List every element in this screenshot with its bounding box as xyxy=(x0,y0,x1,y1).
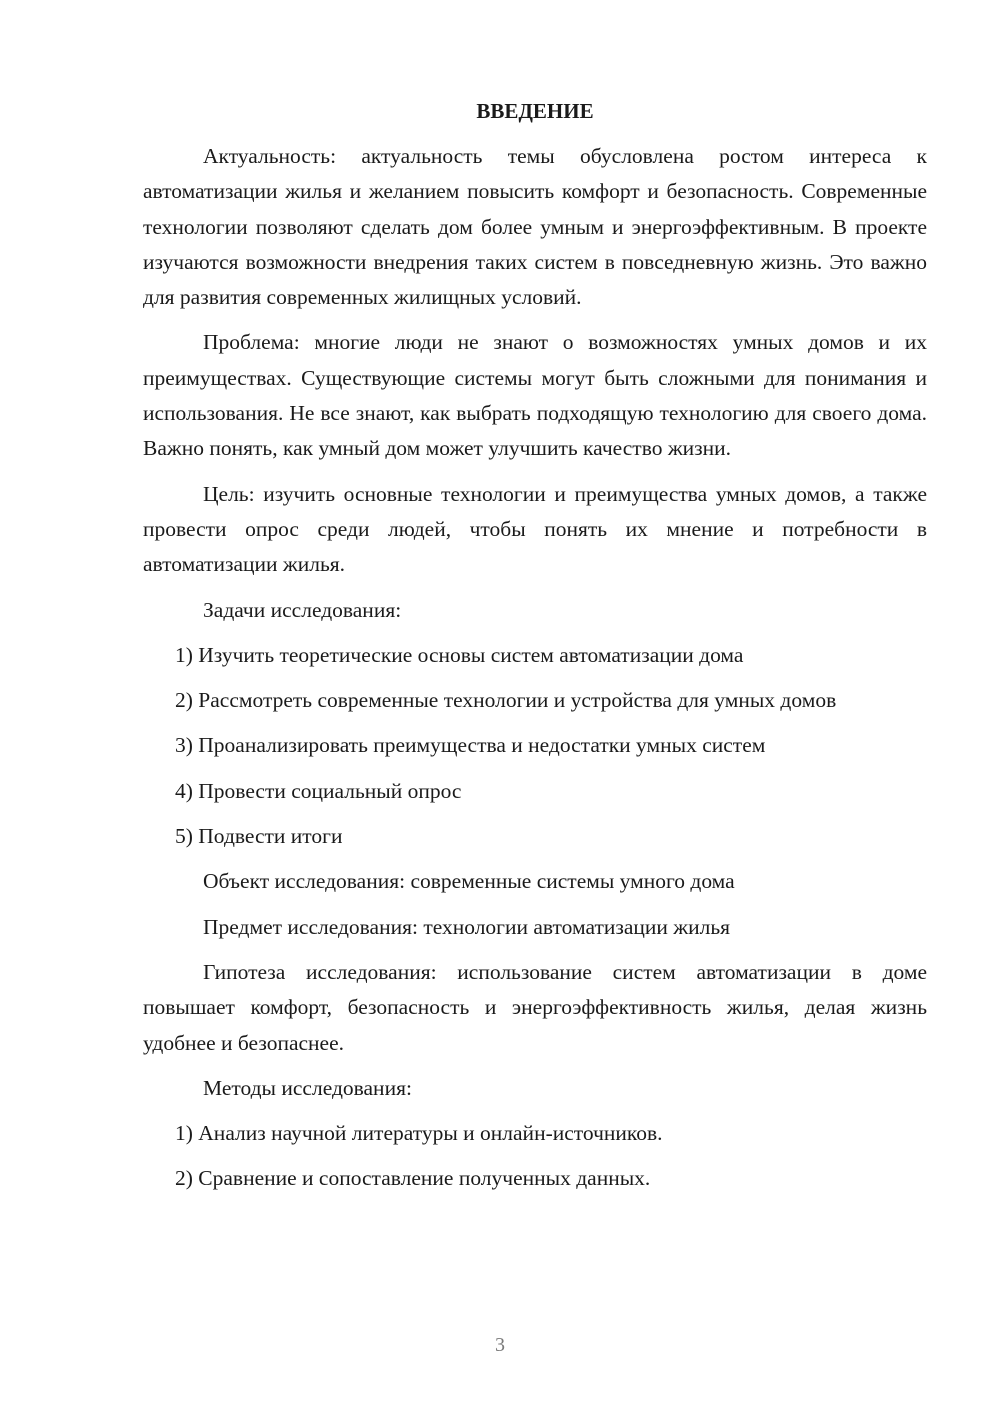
section-heading: ВВЕДЕНИЕ xyxy=(476,99,594,123)
hypothesis-paragraph: Гипотеза исследования: использование систем автоматизации в доме повышает комфорт, безопасность и энергоэффективность жилья, делая жизнь удобнее и безопаснее. xyxy=(143,959,927,1055)
research-subject: Предмет исследования: технологии автоматизации жилья xyxy=(203,914,731,939)
task-item-2: 2) Рассмотреть современные технологии и устройства для умных домов xyxy=(175,688,837,713)
goal-paragraph: Цель: изучить основные технологии и преимущества умных домов, а также провести опрос среди людей, чтобы понять их мнение и потребности в автоматизации жилья. xyxy=(143,481,927,577)
task-item-3: 3) Проанализировать преимущества и недостатки умных систем xyxy=(175,733,766,758)
page-content xyxy=(143,93,927,1207)
task-item-1: 1) Изучить теоретические основы систем автоматизации дома xyxy=(175,642,744,667)
task-item-4: 4) Провести социальный опрос xyxy=(175,778,462,803)
methods-title: Методы исследования: xyxy=(203,1075,412,1100)
research-object: Объект исследования: современные системы умного дома xyxy=(203,869,735,894)
relevance-paragraph: Актуальность: актуальность темы обусловлена ростом интереса к автоматизации жилья и желанием повысить комфорт и безопасность. Современные технологии позволяют сделать дом более умным и энергоэффективным. В проекте изучаются возможности внедрения таких систем в повседневную жизнь. Это важно для развития современных жилищных условий. xyxy=(143,144,927,310)
task-item-5: 5) Подвести итоги xyxy=(175,824,343,849)
problem-paragraph: Проблема: многие люди не знают о возможностях умных домов и их преимуществах. Существующие системы могут быть сложными для понимания и использования. Не все знают, как выбрать подходящую технологию для своего дома. Важно понять, как умный дом может улучшить качество жизни. xyxy=(143,330,927,461)
tasks-title: Задачи исследования: xyxy=(203,597,402,622)
page-number: 3 xyxy=(495,1334,505,1356)
method-item-1: 1) Анализ научной литературы и онлайн-источников. xyxy=(175,1121,663,1146)
method-item-2: 2) Сравнение и сопоставление полученных данных. xyxy=(175,1166,651,1191)
